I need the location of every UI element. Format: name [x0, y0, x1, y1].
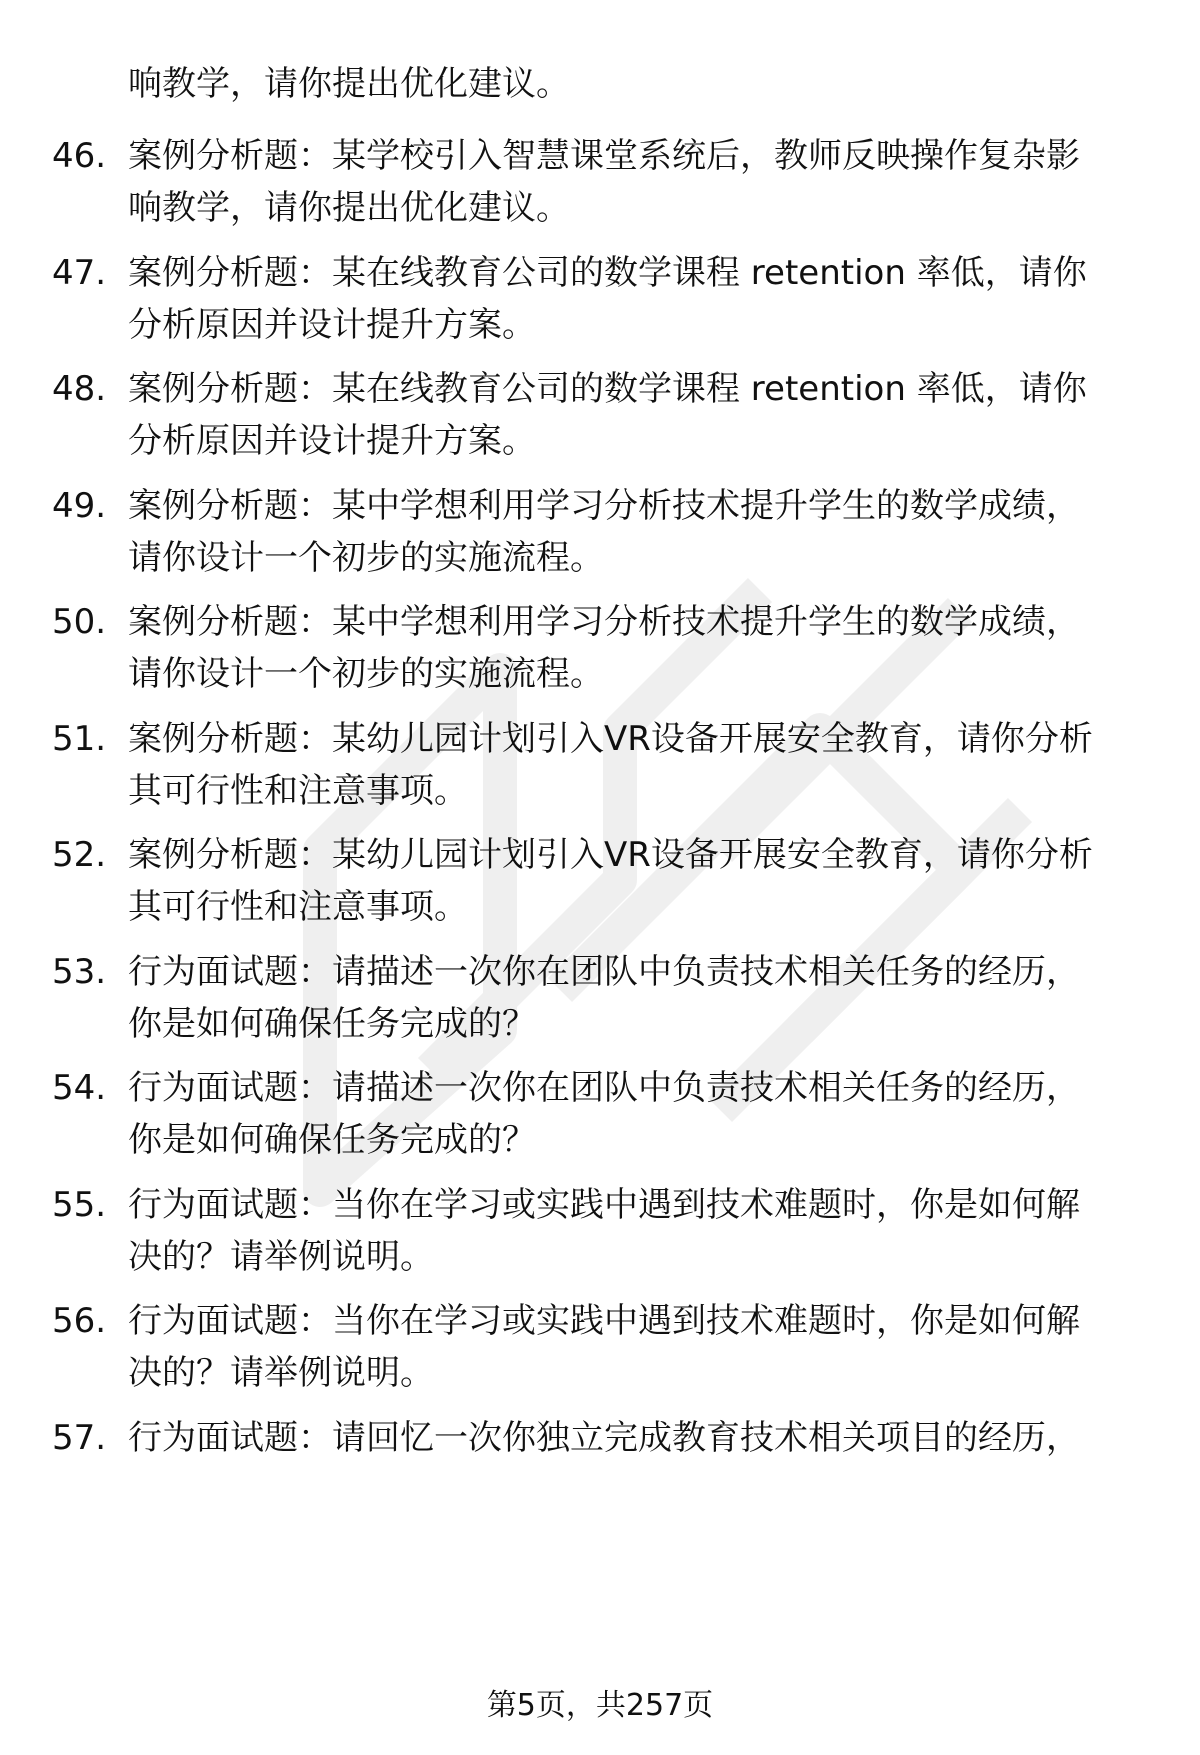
- question-number: 46.: [52, 136, 107, 176]
- question-text: [128, 480, 1178, 584]
- question-text-line: 你是如何确保任务完成的？: [128, 1120, 536, 1160]
- question-text-line: 案例分析题：某在线教育公司的数学课程 retention 率低，请你: [128, 369, 1087, 409]
- continuation-line: 响教学，请你提出优化建议。: [128, 64, 570, 104]
- question-text-line: 你是如何确保任务完成的？: [128, 1003, 536, 1044]
- question-text: [128, 1179, 1178, 1283]
- question-item: [0, 596, 1200, 706]
- question-number: 50.: [52, 602, 107, 642]
- question-text-line: 案例分析题：某中学想利用学习分析技术提升学生的数学成绩，: [128, 602, 1080, 642]
- page-footer: 第5页，共257页: [486, 1688, 714, 1723]
- question-text-line: 行为面试题：当你在学习或实践中遇到技术难题时，你是如何解: [128, 1301, 1080, 1341]
- question-text: [128, 130, 1178, 234]
- question-number: 56.: [52, 1301, 107, 1341]
- question-item: [0, 1179, 1200, 1289]
- question-text: [128, 1412, 1178, 1464]
- question-item: [0, 1062, 1200, 1172]
- question-item: [0, 247, 1200, 357]
- question-text: [128, 363, 1178, 467]
- question-number: 53.: [52, 951, 107, 992]
- question-item: [0, 1295, 1200, 1405]
- question-text-line: 请你设计一个初步的实施流程。: [128, 537, 604, 578]
- question-item: [0, 946, 1200, 1056]
- question-text: [128, 247, 1178, 351]
- question-text-line: 案例分析题：某幼儿园计划引入VR设备开展安全教育，请你分析: [128, 718, 1093, 759]
- question-text-line: 行为面试题：请描述一次你在团队中负责技术相关任务的经历，: [128, 951, 1080, 992]
- question-number: 52.: [52, 835, 107, 875]
- question-text-line: 案例分析题：某学校引入智慧课堂系统后，教师反映操作复杂影: [128, 136, 1080, 176]
- question-number: 55.: [52, 1184, 107, 1225]
- question-text-line: 分析原因并设计提升方案。: [128, 421, 536, 461]
- question-number: 48.: [52, 369, 107, 409]
- question-item: [0, 480, 1200, 590]
- question-text-line: 行为面试题：请描述一次你在团队中负责技术相关任务的经历，: [128, 1068, 1080, 1108]
- question-text-line: 案例分析题：某幼儿园计划引入VR设备开展安全教育，请你分析: [128, 835, 1093, 875]
- question-text-line: 行为面试题：当你在学习或实践中遇到技术难题时，你是如何解: [128, 1184, 1080, 1225]
- question-text: [128, 829, 1178, 933]
- question-text: [128, 1295, 1178, 1399]
- question-text-line: 案例分析题：某在线教育公司的数学课程 retention 率低，请你: [128, 252, 1087, 293]
- question-item: [0, 829, 1200, 939]
- question-text-line: 案例分析题：某中学想利用学习分析技术提升学生的数学成绩，: [128, 485, 1080, 526]
- question-item: [0, 363, 1200, 473]
- question-text: [128, 946, 1178, 1050]
- question-text: [128, 596, 1178, 700]
- question-text-line: 响教学，请你提出优化建议。: [128, 188, 570, 228]
- question-text-line: 决的？请举例说明。: [128, 1236, 434, 1277]
- question-text-line: 行为面试题：请回忆一次你独立完成教育技术相关项目的经历，: [128, 1417, 1080, 1458]
- question-text: [128, 1062, 1178, 1166]
- question-number: 49.: [52, 485, 107, 526]
- question-item: [0, 1412, 1200, 1522]
- question-number: 47.: [52, 252, 107, 293]
- question-text-line: 其可行性和注意事项。: [128, 887, 468, 927]
- question-text-line: 分析原因并设计提升方案。: [128, 304, 536, 345]
- question-item: [0, 130, 1200, 240]
- question-item: [0, 713, 1200, 823]
- question-text: [128, 713, 1178, 817]
- question-number: 54.: [52, 1068, 107, 1108]
- question-text-line: 请你设计一个初步的实施流程。: [128, 654, 604, 694]
- question-number: 57.: [52, 1417, 107, 1458]
- question-text-line: 其可行性和注意事项。: [128, 770, 468, 811]
- question-number: 51.: [52, 718, 107, 759]
- question-text-line: 决的？请举例说明。: [128, 1353, 434, 1393]
